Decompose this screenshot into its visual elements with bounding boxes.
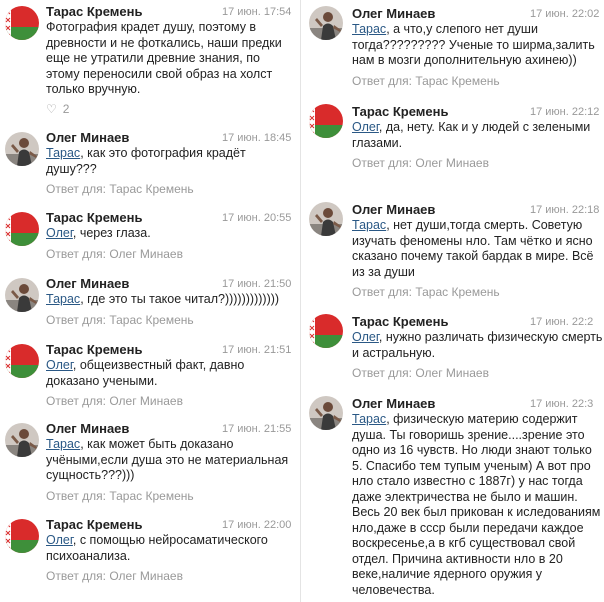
comment-body: , а что,у слепого нет души тогда????????? Ученые то ширма,залить нам в мозги дополнительную ахинею)) xyxy=(352,22,595,67)
comment-body: , нет души,тогда смерть. Советую изучать феномены нло. Там чётко и ясно сказано почему такой бардак в мире. Всё из за души xyxy=(352,218,594,279)
reply-to-link[interactable]: Ответ для: Тарас Кремень xyxy=(352,74,500,88)
comment-date[interactable]: 17 июн. 17:54 xyxy=(222,6,292,18)
comment-author[interactable]: Тарас Кремень xyxy=(46,517,143,532)
comment-author[interactable]: Олег Минаев xyxy=(46,130,130,145)
like-count: 2 xyxy=(62,102,70,116)
comment-text xyxy=(46,146,296,177)
comment-author[interactable]: Тарас Кремень xyxy=(46,210,143,225)
mention-link[interactable]: Тарас xyxy=(352,22,387,36)
comment-text xyxy=(46,292,296,308)
mention-link[interactable]: Тарас xyxy=(352,412,387,426)
comment-text xyxy=(46,358,296,389)
comment-text xyxy=(352,412,604,598)
comment-body: , нужно различать физическую смерть и астральную. xyxy=(352,330,603,360)
avatar-flag-icon[interactable] xyxy=(5,212,39,246)
mention-link[interactable]: Олег xyxy=(46,358,73,372)
comment-date[interactable]: 17 июн. 21:50 xyxy=(222,278,292,290)
mention-link[interactable]: Тарас xyxy=(46,437,81,451)
comment-author[interactable]: Олег Минаев xyxy=(352,202,436,217)
comment-author[interactable]: Тарас Кремень xyxy=(352,104,449,119)
comment-author[interactable]: Олег Минаев xyxy=(352,396,436,411)
comment-author[interactable]: Тарас Кремень xyxy=(46,342,143,357)
mention-link[interactable]: Тарас xyxy=(46,292,81,306)
mention-link[interactable]: Олег xyxy=(352,120,379,134)
comment-body: , как может быть доказано учёными,если душа это не материальная сущность???))) xyxy=(46,437,289,482)
comments-column-right xyxy=(301,0,604,602)
comment-body: , через глаза. xyxy=(72,226,151,240)
comment-date[interactable]: 17 июн. 21:51 xyxy=(222,344,292,356)
comment-body: , где это ты такое читал?))))))))))))) xyxy=(80,292,280,306)
comment-body: Фотография крадет душу, поэтому в древности и не фоткались, наши предки еще не утратили древние знания, по этому переносили свой образ на холст только вручную. xyxy=(46,20,282,96)
comment-text xyxy=(352,22,604,69)
comment-date[interactable]: 17 июн. 22:2 xyxy=(530,316,594,328)
comments-column-left xyxy=(0,0,300,602)
comment-text xyxy=(352,120,604,151)
avatar-photo[interactable] xyxy=(309,6,343,40)
comment-author[interactable]: Тарас Кремень xyxy=(352,314,449,329)
comment-text xyxy=(46,533,296,564)
reply-to-link[interactable]: Ответ для: Тарас Кремень xyxy=(46,489,194,503)
comment-author[interactable]: Олег Минаев xyxy=(46,276,130,291)
comment-author[interactable]: Олег Минаев xyxy=(352,6,436,21)
comment-body: , физическую материю содержит душа. Ты говоришь зрение....зрение это одно из 16 чувств. Но люди знают только 5. Спасибо тем тупым ученым) А вот про нло стало известно с 1887г) у нас тогда даже электричества не было и машин. Весь 20 век был прикован к иследованиям нло,даже в ссср были передачи каждое воскресенье,а в кгб существовал свой отдел. Причина активности нло в 20 веке,наличие ядерного оружия у человечества. xyxy=(352,412,601,597)
comment-author[interactable]: Олег Минаев xyxy=(46,421,130,436)
comment-date[interactable]: 17 июн. 21:55 xyxy=(222,423,292,435)
mention-link[interactable]: Тарас xyxy=(46,146,81,160)
reply-to-link[interactable]: Ответ для: Олег Минаев xyxy=(352,156,489,170)
comment-date[interactable]: 17 июн. 22:18 xyxy=(530,204,600,216)
like-button[interactable] xyxy=(46,102,69,116)
comment-date[interactable]: 17 июн. 20:55 xyxy=(222,212,292,224)
comment-text xyxy=(46,226,296,242)
heart-icon: ♡ xyxy=(46,102,57,116)
mention-link[interactable]: Олег xyxy=(352,330,379,344)
avatar-photo[interactable] xyxy=(309,396,343,430)
reply-to-link[interactable]: Ответ для: Олег Минаев xyxy=(46,247,183,261)
mention-link[interactable]: Тарас xyxy=(352,218,387,232)
mention-link[interactable]: Олег xyxy=(46,533,73,547)
comment-date[interactable]: 17 июн. 22:3 xyxy=(530,398,594,410)
comment-date[interactable]: 17 июн. 22:00 xyxy=(222,519,292,531)
comment-text xyxy=(46,20,296,98)
avatar-flag-icon[interactable] xyxy=(5,6,39,40)
reply-to-link[interactable]: Ответ для: Тарас Кремень xyxy=(352,285,500,299)
comment-text xyxy=(352,330,604,361)
comment-text xyxy=(46,437,296,484)
reply-to-link[interactable]: Ответ для: Олег Минаев xyxy=(352,366,489,380)
reply-to-link[interactable]: Ответ для: Тарас Кремень xyxy=(46,182,194,196)
comment-author[interactable]: Тарас Кремень xyxy=(46,4,143,19)
reply-to-link[interactable]: Ответ для: Олег Минаев xyxy=(46,569,183,583)
comment-date[interactable]: 17 июн. 18:45 xyxy=(222,132,292,144)
comment-date[interactable]: 17 июн. 22:02 xyxy=(530,8,600,20)
comment-date[interactable]: 17 июн. 22:12 xyxy=(530,106,600,118)
reply-to-link[interactable]: Ответ для: Тарас Кремень xyxy=(46,313,194,327)
avatar-photo[interactable] xyxy=(5,278,39,312)
comment-body: , как это фотография крадёт душу??? xyxy=(46,146,246,176)
avatar-flag-icon[interactable] xyxy=(5,519,39,553)
avatar-flag-icon[interactable] xyxy=(309,314,343,348)
comment-body: , общеизвестный факт, давно доказано учеными. xyxy=(46,358,245,388)
comment-body: , да, нету. Как и у людей с зелеными глазами. xyxy=(352,120,591,150)
avatar-flag-icon[interactable] xyxy=(309,104,343,138)
comment-text xyxy=(352,218,604,280)
avatar-photo[interactable] xyxy=(309,202,343,236)
reply-to-link[interactable]: Ответ для: Олег Минаев xyxy=(46,394,183,408)
mention-link[interactable]: Олег xyxy=(46,226,73,240)
comment-body: , с помощью нейросаматического психоанализа. xyxy=(46,533,268,563)
avatar-flag-icon[interactable] xyxy=(5,344,39,378)
avatar-photo[interactable] xyxy=(5,132,39,166)
avatar-photo[interactable] xyxy=(5,423,39,457)
